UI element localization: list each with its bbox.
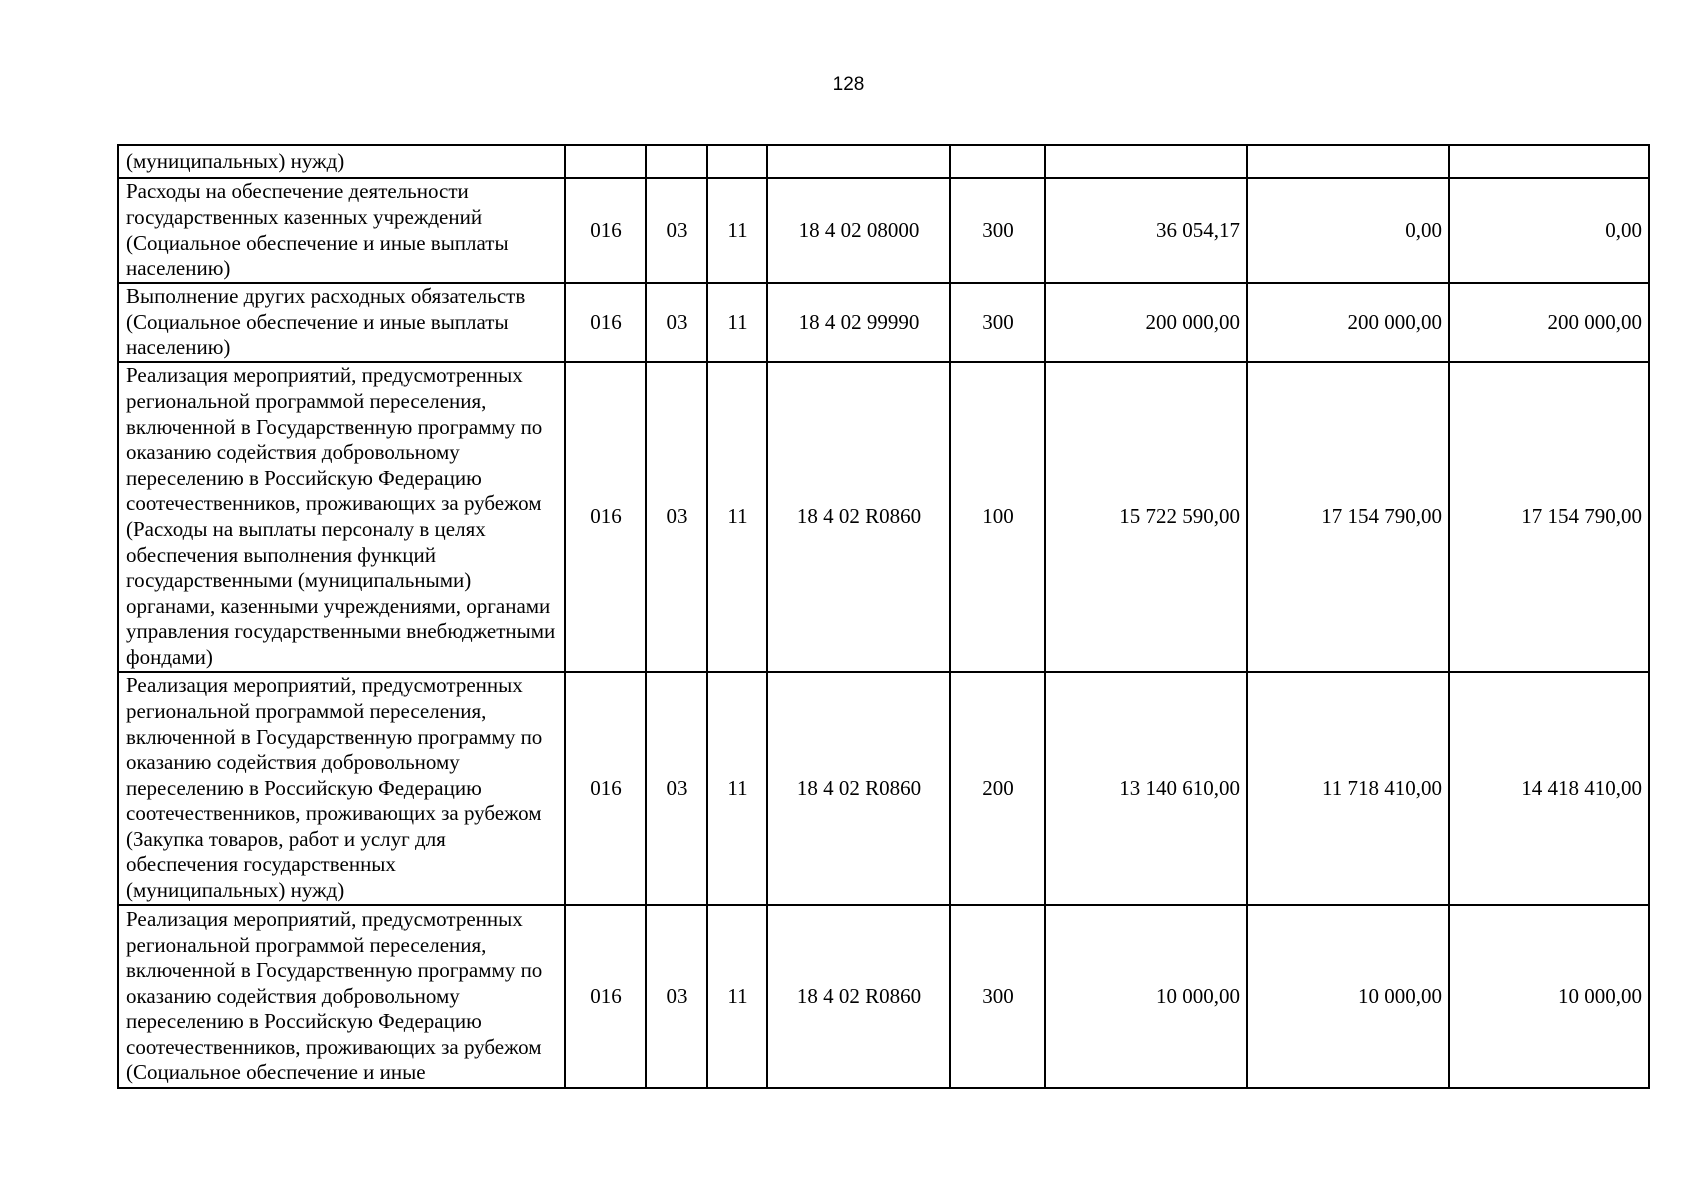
table-row (118, 905, 1649, 1088)
sum-year3-cell: 14 418 410,00 (1449, 672, 1649, 905)
expense-type-cell: 300 (950, 283, 1045, 362)
row-description: Расходы на обеспечение деятельности государственных казенных учреждений (Социальное обеспечение и иные выплаты населению) (118, 178, 565, 283)
subsection-code-cell: 11 (707, 362, 767, 672)
sum-year1-cell: 13 140 610,00 (1045, 672, 1247, 905)
sum-year3-cell: 10 000,00 (1449, 905, 1649, 1088)
section-code-cell: 03 (646, 178, 707, 283)
expense-type-cell: 100 (950, 362, 1045, 672)
sum-year2-cell: 17 154 790,00 (1247, 362, 1449, 672)
row-description: Реализация мероприятий, предусмотренных региональной программой переселения, включенной в Государственную программу по оказанию содействия добровольному переселению в Российскую Федерацию соотечественников, проживающих за рубежом (Расходы на выплаты персоналу в целях обеспечения выполнения функций государственными (муниципальными) органами, казенными учреждениями, органами управления государственными внебюджетными фондами) (118, 362, 565, 672)
expense-type-cell: 300 (950, 178, 1045, 283)
table-row (118, 672, 1649, 905)
sum-year1-cell: 36 054,17 (1045, 178, 1247, 283)
ministry-code-cell: 016 (565, 362, 646, 672)
target-article-cell (767, 145, 950, 178)
sum-year3-cell (1449, 145, 1649, 178)
expense-type-cell: 200 (950, 672, 1045, 905)
row-description: (муниципальных) нужд) (118, 145, 565, 178)
sum-year2-cell: 0,00 (1247, 178, 1449, 283)
row-description: Реализация мероприятий, предусмотренных региональной программой переселения, включенной в Государственную программу по оказанию содействия добровольному переселению в Российскую Федерацию соотечественников, проживающих за рубежом (Закупка товаров, работ и услуг для обеспечения государственных (муниципальных) нужд) (118, 672, 565, 905)
section-code-cell: 03 (646, 672, 707, 905)
subsection-code-cell: 11 (707, 672, 767, 905)
table-row (118, 145, 1649, 178)
sum-year3-cell: 200 000,00 (1449, 283, 1649, 362)
section-code-cell: 03 (646, 283, 707, 362)
sum-year3-cell: 0,00 (1449, 178, 1649, 283)
sum-year1-cell: 10 000,00 (1045, 905, 1247, 1088)
section-code-cell: 03 (646, 362, 707, 672)
row-description: Реализация мероприятий, предусмотренных региональной программой переселения, включенной в Государственную программу по оказанию содействия добровольному переселению в Российскую Федерацию соотечественников, проживающих за рубежом (Социальное обеспечение и иные (118, 905, 565, 1088)
subsection-code-cell: 11 (707, 178, 767, 283)
sum-year1-cell: 200 000,00 (1045, 283, 1247, 362)
expense-type-cell (950, 145, 1045, 178)
table-row (118, 178, 1649, 283)
sum-year3-cell: 17 154 790,00 (1449, 362, 1649, 672)
target-article-cell: 18 4 02 99990 (767, 283, 950, 362)
expense-type-cell: 300 (950, 905, 1045, 1088)
target-article-cell: 18 4 02 08000 (767, 178, 950, 283)
ministry-code-cell: 016 (565, 283, 646, 362)
page-number: 128 (832, 74, 865, 95)
sum-year2-cell (1247, 145, 1449, 178)
ministry-code-cell: 016 (565, 672, 646, 905)
sum-year2-cell: 200 000,00 (1247, 283, 1449, 362)
section-code-cell: 03 (646, 905, 707, 1088)
subsection-code-cell: 11 (707, 905, 767, 1088)
ministry-code-cell (565, 145, 646, 178)
table-row (118, 362, 1649, 672)
target-article-cell: 18 4 02 R0860 (767, 905, 950, 1088)
ministry-code-cell: 016 (565, 905, 646, 1088)
sum-year1-cell (1045, 145, 1247, 178)
subsection-code-cell (707, 145, 767, 178)
subsection-code-cell: 11 (707, 283, 767, 362)
ministry-code-cell: 016 (565, 178, 646, 283)
sum-year1-cell: 15 722 590,00 (1045, 362, 1247, 672)
table-row (118, 283, 1649, 362)
sum-year2-cell: 10 000,00 (1247, 905, 1449, 1088)
section-code-cell (646, 145, 707, 178)
target-article-cell: 18 4 02 R0860 (767, 362, 950, 672)
sum-year2-cell: 11 718 410,00 (1247, 672, 1449, 905)
row-description: Выполнение других расходных обязательств (Социальное обеспечение и иные выплаты населению) (118, 283, 565, 362)
target-article-cell: 18 4 02 R0860 (767, 672, 950, 905)
budget-table (117, 144, 1650, 1089)
